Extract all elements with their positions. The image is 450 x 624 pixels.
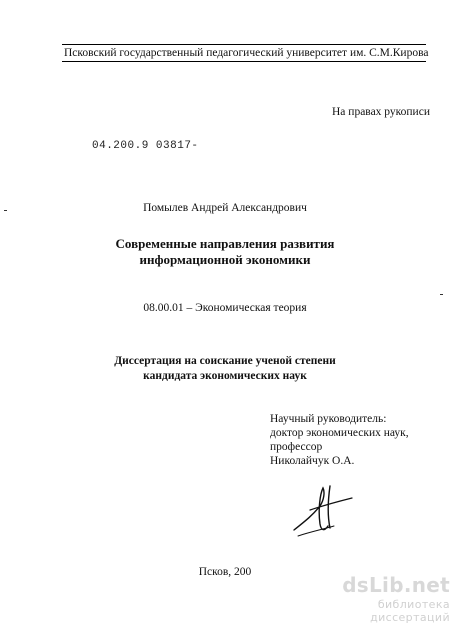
specialty-code: 08.00.01 – Экономическая теория [143, 302, 307, 314]
watermark-tagline: библиотека диссертаций [370, 598, 450, 624]
degree-statement [0, 354, 450, 384]
place-and-year: Псков, 200 [198, 566, 252, 578]
degree-line-2: кандидата экономических наук [143, 370, 307, 382]
watermark-logo-text: dsLib.net [342, 573, 450, 597]
dissertation-title [0, 236, 450, 268]
supervisor-line-2: доктор экономических наук, [270, 427, 409, 439]
supervisor-line-4: Николайчук О.А. [270, 455, 355, 467]
supervisor-line-3: профессор [270, 441, 323, 453]
manuscript-rights-note: На правах рукописи [332, 106, 430, 118]
institution-header: Псковский государственный педагогический университет им. С.М.Кирова [62, 44, 426, 62]
supervisor-block [270, 412, 409, 468]
author-name: Помылев Андрей Александрович [143, 202, 307, 214]
degree-line-1: Диссертация на соискание ученой степени [114, 355, 336, 367]
site-watermark[interactable] [300, 574, 450, 624]
scan-speck [440, 294, 443, 295]
supervisor-line-1: Научный руководитель: [270, 413, 387, 425]
title-line-2: информационной экономики [139, 252, 311, 267]
title-line-1: Современные направления развития [115, 236, 335, 251]
registration-stamp: 04.200.9 03817- [92, 140, 199, 152]
handwritten-signature [290, 480, 360, 540]
